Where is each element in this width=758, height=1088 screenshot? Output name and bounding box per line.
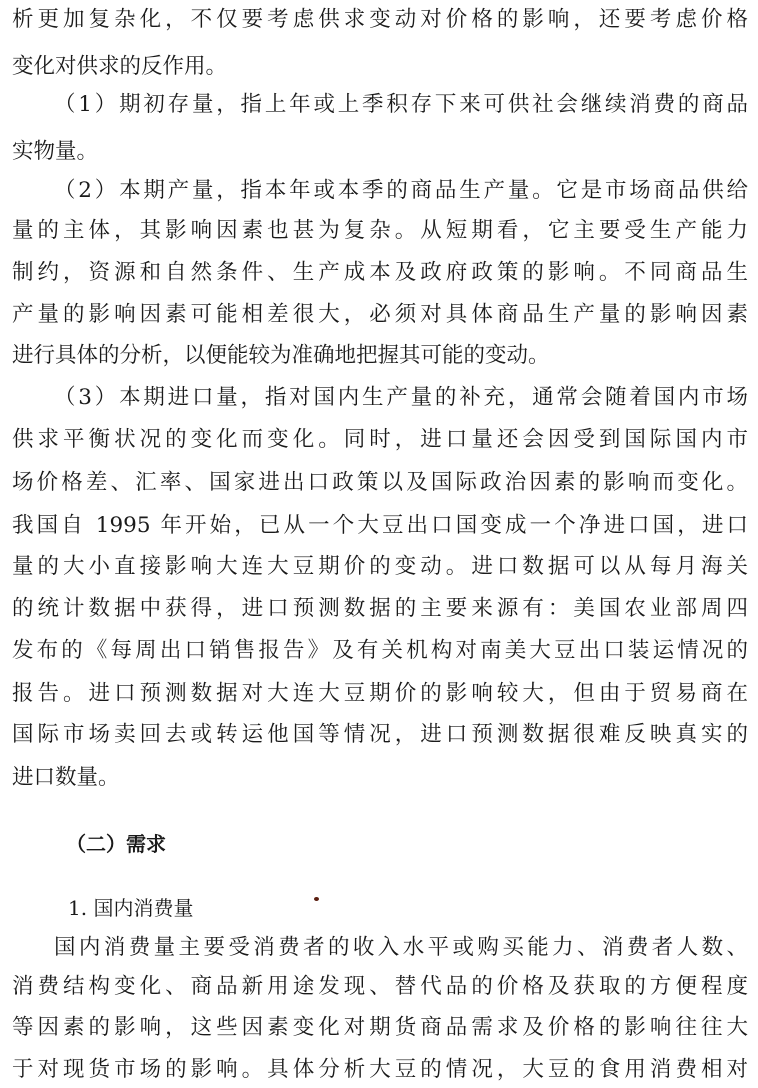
text-line: 制约，资源和自然条件、生产成本及政府政策的影响。不同商品生 xyxy=(12,260,748,285)
text-line: 实物量。 xyxy=(12,139,99,164)
text-line: 报告。进口预测数据对大连大豆期价的影响较大，但由于贸易商在 xyxy=(12,681,748,706)
text-line: 消费结构变化、商品新用途发现、替代品的价格及获取的方便程度 xyxy=(12,974,748,999)
text-line: （3）本期进口量，指对国内生产量的补充，通常会随着国内市场 xyxy=(54,385,748,410)
text-line: （1）期初存量，指上年或上季积存下来可供社会继续消费的商品 xyxy=(54,92,748,117)
text-line: 国际市场卖回去或转运他国等情况，进口预测数据很难反映真实的 xyxy=(12,722,748,747)
text-line: 国内消费量主要受消费者的收入水平或购买能力、消费者人数、 xyxy=(54,935,748,960)
text-line: 于对现货市场的影响。具体分析大豆的情况，大豆的食用消费相对 xyxy=(12,1057,748,1082)
section-heading: （二）需求 xyxy=(66,832,166,856)
text-line: 进行具体的分析，以便能较为准确地把握其可能的变动。 xyxy=(12,343,550,368)
text-line: 量的主体，其影响因素也甚为复杂。从短期看，它主要受生产能力 xyxy=(12,218,748,243)
subsection-heading: 1. 国内消费量 xyxy=(68,896,194,920)
text-line: （2）本期产量，指本年或本季的商品生产量。它是市场商品供给 xyxy=(54,178,748,203)
scan-speck xyxy=(314,897,319,901)
text-line: 产量的影响因素可能相差很大，必须对具体商品生产量的影响因素 xyxy=(12,302,748,327)
text-line: 场价格差、汇率、国家进出口政策以及国际政治因素的影响而变化。 xyxy=(12,470,748,495)
text-line: 变化对供求的反作用。 xyxy=(12,54,228,79)
text-line: 等因素的影响，这些因素变化对期货商品需求及价格的影响往往大 xyxy=(12,1015,748,1040)
text-line: 的统计数据中获得，进口预测数据的主要来源有：美国农业部周四 xyxy=(12,596,748,621)
text-line: 我国自 1995 年开始，已从一个大豆出口国变成一个净进口国，进口 xyxy=(12,513,748,538)
text-line: 进口数量。 xyxy=(12,765,120,790)
text-line: 发布的《每周出口销售报告》及有关机构对南美大豆出口装运情况的 xyxy=(12,638,748,663)
text-line: 量的大小直接影响大连大豆期价的变动。进口数据可以从每月海关 xyxy=(12,554,748,579)
text-line: 析更加复杂化，不仅要考虑供求变动对价格的影响，还要考虑价格 xyxy=(12,7,748,32)
text-line: 供求平衡状况的变化而变化。同时，进口量还会因受到国际国内市 xyxy=(12,427,748,452)
